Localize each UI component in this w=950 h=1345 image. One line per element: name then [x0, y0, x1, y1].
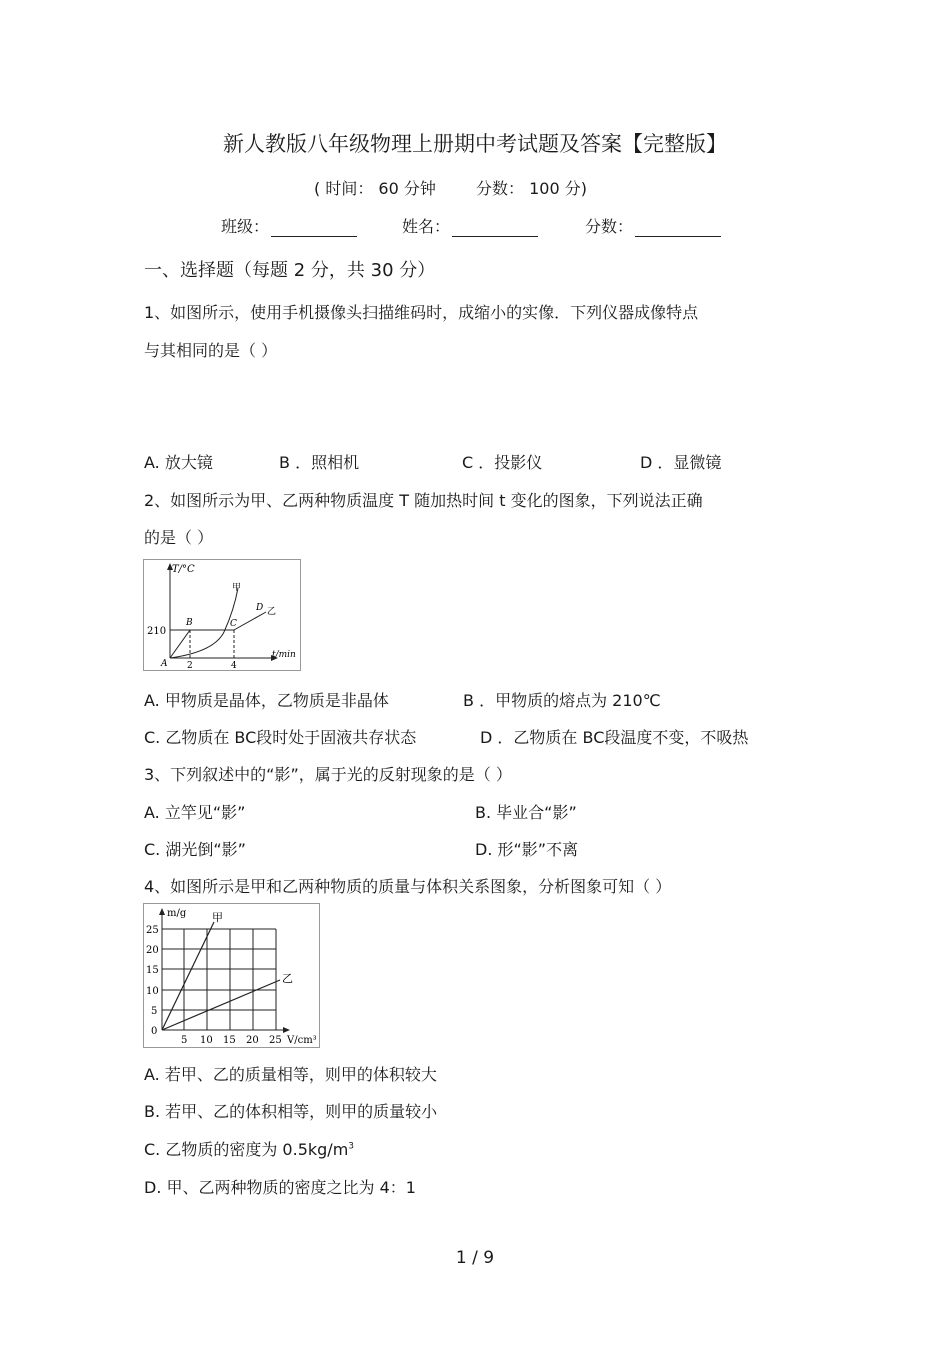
class-label: 班级：: [221, 217, 270, 236]
q2-option-d: D ．乙物质在 BC段温度不变，不吸热: [480, 728, 749, 747]
y-axis-label: m/g: [167, 908, 187, 919]
page-number: 1 / 9: [455, 1248, 495, 1268]
curve-yi-cd: [234, 612, 266, 630]
y-tick-20: 20: [146, 945, 159, 956]
mass-volume-graph: [144, 904, 319, 1047]
point-c: C: [230, 619, 237, 629]
q1-option-a: A. 放大镜: [144, 453, 213, 472]
score-field: [585, 214, 721, 237]
score-info: 分数： 100 分): [476, 179, 587, 198]
q3-option-d: D. 形“影”不离: [475, 840, 579, 859]
grid: [162, 929, 276, 1030]
q3-option-c: C. 湖光倒“影”: [144, 840, 246, 859]
q4-figure: [143, 903, 320, 1048]
score-blank: [635, 220, 721, 237]
q2-line1: 2、如图所示为甲、乙两种物质温度 T 随加热时间 t 变化的图象，下列说法正确: [144, 491, 703, 510]
x-tick-4: 4: [231, 661, 237, 670]
y-tick-15: 15: [146, 965, 159, 976]
time-info: ( 时间： 60 分钟: [314, 179, 436, 198]
label-yi: 乙: [267, 607, 277, 617]
x-tick-10: 10: [200, 1035, 213, 1046]
x-tick-15: 15: [223, 1035, 236, 1046]
x-axis-label: V/cm³: [287, 1035, 317, 1046]
line-yi: [162, 980, 280, 1030]
y-axis-label: T/°C: [172, 564, 195, 575]
score-label: 分数：: [585, 217, 634, 236]
q2-line2: 的是（ ）: [144, 528, 214, 547]
label-jia: 甲: [232, 583, 242, 593]
name-field: [402, 214, 538, 237]
y-tick-5: 5: [151, 1006, 158, 1017]
q2-figure: [143, 559, 301, 671]
q2-option-b: B ．甲物质的熔点为 210℃: [463, 691, 661, 710]
q4-option-c-text: C. 乙物质的密度为 0.5kg/m: [144, 1140, 349, 1159]
q4-line1: 4、如图所示是甲和乙两种物质的质量与体积关系图象，分析图象可知（ ）: [144, 877, 672, 896]
name-blank: [452, 220, 538, 237]
line-jia: [162, 922, 214, 1030]
x-tick-5: 5: [181, 1035, 188, 1046]
page-title: 新人教版八年级物理上册期中考试题及答案【完整版】: [223, 132, 727, 156]
y-tick-10: 10: [146, 986, 159, 997]
x-axis-label: t/min: [272, 650, 296, 660]
q1-option-b: B ．照相机: [279, 453, 360, 472]
class-field: [221, 214, 357, 237]
class-blank: [271, 220, 357, 237]
q1-option-c: C ．投影仪: [462, 453, 543, 472]
q4-option-b: B. 若甲、乙的体积相等，则甲的质量较小: [144, 1102, 438, 1121]
x-tick-25: 25: [269, 1035, 282, 1046]
section-heading: 一、选择题（每题 2 分，共 30 分）: [144, 260, 436, 281]
x-tick-20: 20: [246, 1035, 259, 1046]
q3-option-a: A. 立竿见“影”: [144, 803, 246, 822]
segment-ab: [170, 630, 190, 658]
q4-option-d: D. 甲、乙两种物质的密度之比为 4：1: [144, 1178, 416, 1197]
q4-option-c-superscript: 3: [348, 1141, 355, 1152]
q1-option-d: D ．显微镜: [640, 453, 722, 472]
x-axis-arrow: [283, 1027, 290, 1033]
q1-line1: 1、如图所示，使用手机摄像头扫描维码时，成缩小的实像．下列仪器成像特点: [144, 303, 699, 322]
x-tick-2: 2: [187, 661, 193, 670]
point-d: D: [256, 603, 264, 613]
y-tick-25: 25: [146, 925, 159, 936]
y-tick-0: 0: [151, 1026, 158, 1037]
temperature-time-graph: [144, 560, 300, 670]
q2-option-c: C. 乙物质在 BC段时处于固液共存状态: [144, 728, 417, 747]
q2-option-a: A. 甲物质是晶体，乙物质是非晶体: [144, 691, 389, 710]
q3-line1: 3、下列叙述中的“影”，属于光的反射现象的是（ ）: [144, 765, 512, 784]
q4-option-a: A. 若甲、乙的质量相等，则甲的体积较大: [144, 1065, 437, 1084]
label-jia: 甲: [212, 911, 223, 924]
curve-jia: [170, 588, 238, 658]
y-axis-arrow: [159, 908, 165, 915]
point-b: B: [186, 618, 193, 628]
q3-option-b: B. 毕业合“影”: [475, 803, 577, 822]
label-yi: 乙: [282, 972, 293, 985]
point-a: A: [161, 659, 168, 669]
q1-line2: 与其相同的是（ ）: [144, 341, 278, 360]
q4-option-c: [144, 1137, 354, 1160]
name-label: 姓名：: [402, 217, 451, 236]
y-tick-210: 210: [147, 626, 167, 637]
